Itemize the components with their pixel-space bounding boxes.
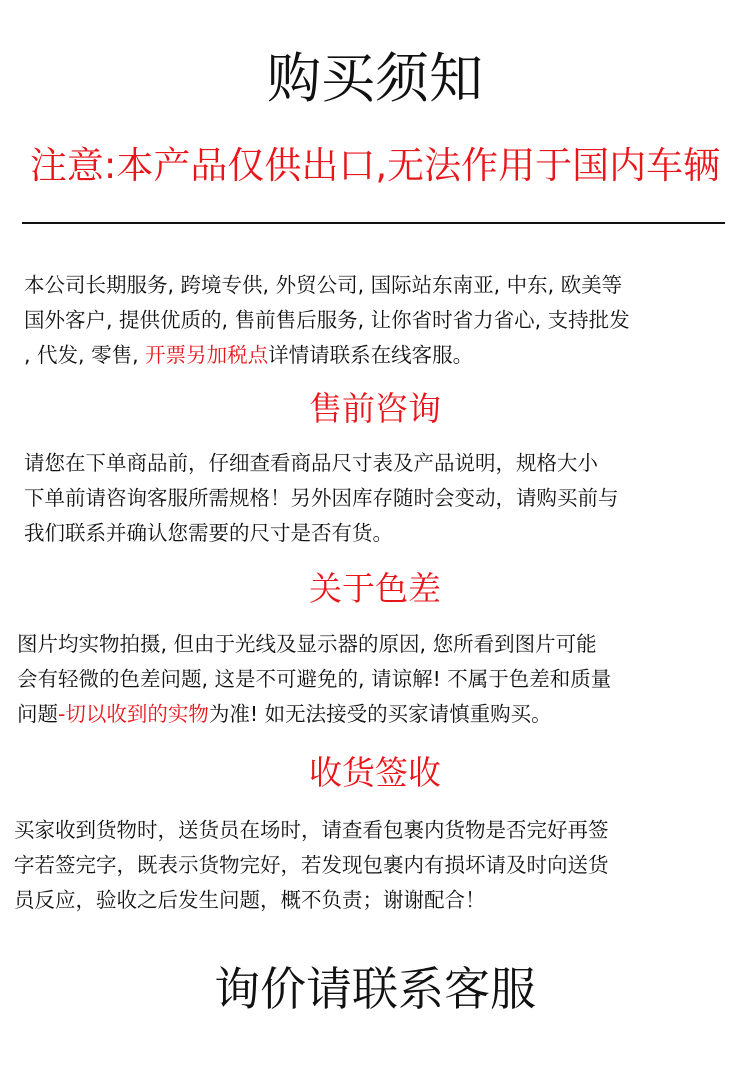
presale-line-1: 请您在下单商品前，仔细查看商品尺寸表及产品说明，规格大小 — [24, 451, 598, 475]
receipt-line-1: 买家收到货物时，送货员在场时，请查看包裹内货物是否完好再签 — [14, 818, 609, 842]
intro-line-3-tail: 详情请联系在线客服。 — [268, 343, 474, 367]
divider — [22, 222, 725, 224]
color-diff-line-3-text: 问题 — [17, 702, 58, 726]
page-title: 购买须知 — [267, 47, 483, 110]
presale-heading: 售前咨询 — [309, 389, 441, 428]
receipt-line-3: 员反应，验收之后发生问题，概不负责；谢谢配合！ — [14, 888, 486, 912]
invoice-tax-note: 开票另加税点 — [145, 343, 269, 367]
receipt-heading: 收货签收 — [309, 753, 441, 792]
color-diff-paragraph — [17, 627, 611, 732]
intro-paragraph — [24, 268, 630, 373]
color-diff-line-2: 会有轻微的色差问题, 这是不可避免的, 请谅解! 不属于色差和质量 — [17, 667, 612, 691]
receipt-line-2: 字若签完字，既表示货物完好，若发现包裹内有损坏请及时向送货 — [14, 853, 609, 877]
color-diff-heading: 关于色差 — [309, 569, 441, 608]
intro-line-2: 国外客户, 提供优质的, 售前售后服务, 让你省时省力省心, 支持批发 — [24, 308, 630, 332]
color-diff-line-3 — [17, 697, 611, 732]
presale-line-3: 我们联系并确认您需要的尺寸是否有货。 — [24, 521, 393, 545]
presale-paragraph — [24, 446, 619, 551]
intro-line-3-text: , 代发, 零售, — [24, 343, 146, 367]
actual-item-note: -切以收到的实物 — [58, 702, 209, 726]
receipt-paragraph — [14, 813, 609, 918]
color-diff-line-3-tail: 为准! 如无法接受的买家请慎重购买。 — [208, 702, 552, 726]
export-only-notice: 注意:本产品仅供出口,无法作用于国内车辆 — [29, 144, 721, 187]
color-diff-line-1: 图片均实物拍摄, 但由于光线及显示器的原因, 您所看到图片可能 — [17, 632, 597, 656]
intro-line-1: 本公司长期服务, 跨境专供, 外贸公司, 国际站东南亚, 中东, 欧美等 — [24, 273, 623, 297]
contact-service-footer: 询价请联系客服 — [214, 962, 536, 1016]
presale-line-2: 下单前请咨询客服所需规格！另外因库存随时会变动，请购买前与 — [24, 486, 619, 510]
intro-line-3 — [24, 338, 630, 373]
